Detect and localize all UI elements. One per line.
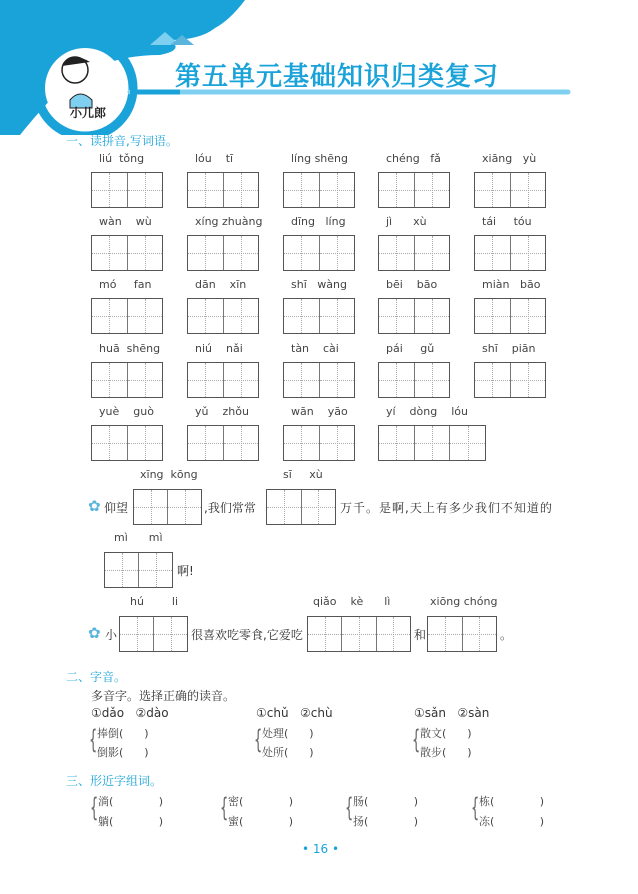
pinyin: niú nǎi xyxy=(195,342,243,355)
writing-box[interactable] xyxy=(91,425,163,461)
pinyin: líng shēng xyxy=(291,152,348,165)
pinyin: jì xù xyxy=(386,215,427,228)
writing-box[interactable] xyxy=(427,616,497,652)
writing-box[interactable] xyxy=(378,172,450,208)
pinyin: xiāng yù xyxy=(482,152,537,165)
word-blank[interactable]: 扬( ) xyxy=(353,815,419,828)
pinyin: lóu tī xyxy=(195,152,234,165)
sentence-text: ,我们常常 xyxy=(204,501,256,515)
writing-box[interactable] xyxy=(378,298,450,334)
flower-icon: ✿ xyxy=(88,497,101,515)
brace: { xyxy=(89,725,98,755)
word-blank[interactable]: 散文( ) xyxy=(420,727,472,740)
writing-box[interactable] xyxy=(91,362,163,398)
word-blank[interactable]: 处理( ) xyxy=(262,727,314,740)
pinyin: xíng zhuàng xyxy=(195,215,263,228)
brace: { xyxy=(90,793,99,823)
sentence-text: 和 xyxy=(414,628,427,642)
writing-box[interactable] xyxy=(307,616,411,652)
page-number: • 16 • xyxy=(302,842,340,856)
writing-box[interactable] xyxy=(378,235,450,271)
section3-heading: 三、形近字组词。 xyxy=(66,774,163,788)
section2-instruction: 多音字。选择正确的读音。 xyxy=(91,689,236,703)
pinyin: dīng líng xyxy=(291,215,346,228)
writing-box[interactable] xyxy=(474,172,546,208)
sentence-text: 小 xyxy=(105,628,118,642)
sentence-text: 很喜欢吃零食,它爱吃 xyxy=(191,628,303,642)
brace: { xyxy=(254,725,263,755)
word-blank[interactable]: 处所( ) xyxy=(262,746,314,759)
brace: { xyxy=(220,793,229,823)
word-blank[interactable]: 散步( ) xyxy=(420,746,472,759)
writing-box[interactable] xyxy=(283,235,355,271)
brace: { xyxy=(345,793,354,823)
section1-heading: 一、读拼音,写词语。 xyxy=(66,134,178,148)
writing-box[interactable] xyxy=(187,235,259,271)
writing-box[interactable] xyxy=(283,362,355,398)
writing-box[interactable] xyxy=(133,489,202,525)
pronunciation-options: ①chǔ ②chù xyxy=(256,706,333,720)
pinyin: miàn bāo xyxy=(482,278,541,291)
word-blank[interactable]: 淌( ) xyxy=(98,795,164,808)
pinyin: sī xù xyxy=(283,468,323,481)
writing-box[interactable] xyxy=(283,298,355,334)
pinyin: dān xīn xyxy=(195,278,247,291)
pinyin: shī piān xyxy=(482,342,536,355)
pinyin: tàn cài xyxy=(291,342,339,355)
writing-box[interactable] xyxy=(91,298,163,334)
pinyin: mó fan xyxy=(99,278,152,291)
writing-box[interactable] xyxy=(266,489,336,525)
pinyin: wàn wù xyxy=(99,215,152,228)
pinyin: wān yāo xyxy=(291,405,348,418)
writing-box[interactable] xyxy=(378,425,486,461)
sentence-text: 仰望 xyxy=(104,501,129,515)
sentence-text: 万千。是啊,天上有多少我们不知道的 xyxy=(340,501,553,515)
writing-box[interactable] xyxy=(104,552,173,588)
pinyin: huā shēng xyxy=(99,342,161,355)
pronunciation-options: ①dǎo ②dào xyxy=(91,706,169,720)
writing-box[interactable] xyxy=(91,235,163,271)
mascot-label: 小儿郎 xyxy=(70,106,107,120)
pinyin: yí dòng lóu xyxy=(386,405,468,418)
writing-box[interactable] xyxy=(283,172,355,208)
pinyin: pái gǔ xyxy=(386,342,435,355)
writing-box[interactable] xyxy=(119,616,188,652)
writing-box[interactable] xyxy=(474,235,546,271)
writing-box[interactable] xyxy=(187,172,259,208)
word-blank[interactable]: 肠( ) xyxy=(353,795,419,808)
word-blank[interactable]: 躺( ) xyxy=(98,815,164,828)
pinyin: yǔ zhǒu xyxy=(195,405,249,418)
word-blank[interactable]: 栋( ) xyxy=(479,795,545,808)
pinyin: liú tǒng xyxy=(99,152,145,165)
pinyin: xīng kōng xyxy=(140,468,198,481)
pinyin: shī wàng xyxy=(291,278,347,291)
writing-box[interactable] xyxy=(91,172,163,208)
pinyin: qiǎo kè lì xyxy=(313,595,391,608)
writing-box[interactable] xyxy=(187,425,259,461)
brace: { xyxy=(412,725,421,755)
sentence-text: 啊! xyxy=(177,564,194,578)
flower-icon: ✿ xyxy=(88,624,101,642)
word-blank[interactable]: 捧倒( ) xyxy=(97,727,149,740)
writing-box[interactable] xyxy=(187,362,259,398)
section2-heading: 二、字音。 xyxy=(66,670,127,684)
word-blank[interactable]: 蜜( ) xyxy=(228,815,294,828)
writing-box[interactable] xyxy=(474,362,546,398)
pronunciation-options: ①sǎn ②sàn xyxy=(414,706,490,720)
page-title: 第五单元基础知识归类复习 xyxy=(175,62,500,92)
brace: { xyxy=(471,793,480,823)
writing-box[interactable] xyxy=(283,425,355,461)
pinyin: bēi bāo xyxy=(386,278,438,291)
word-blank[interactable]: 冻( ) xyxy=(479,815,545,828)
word-blank[interactable]: 密( ) xyxy=(228,795,294,808)
writing-box[interactable] xyxy=(474,298,546,334)
pinyin: hú li xyxy=(130,595,179,608)
pinyin: tái tóu xyxy=(482,215,532,228)
pinyin: yuè guò xyxy=(99,405,154,418)
writing-box[interactable] xyxy=(378,362,450,398)
word-blank[interactable]: 倒影( ) xyxy=(97,746,149,759)
pinyin: xiōng chóng xyxy=(430,595,498,608)
pinyin: chéng fǎ xyxy=(386,152,441,165)
sentence-text: 。 xyxy=(500,628,513,642)
pinyin: mì mì xyxy=(114,531,163,544)
writing-box[interactable] xyxy=(187,298,259,334)
